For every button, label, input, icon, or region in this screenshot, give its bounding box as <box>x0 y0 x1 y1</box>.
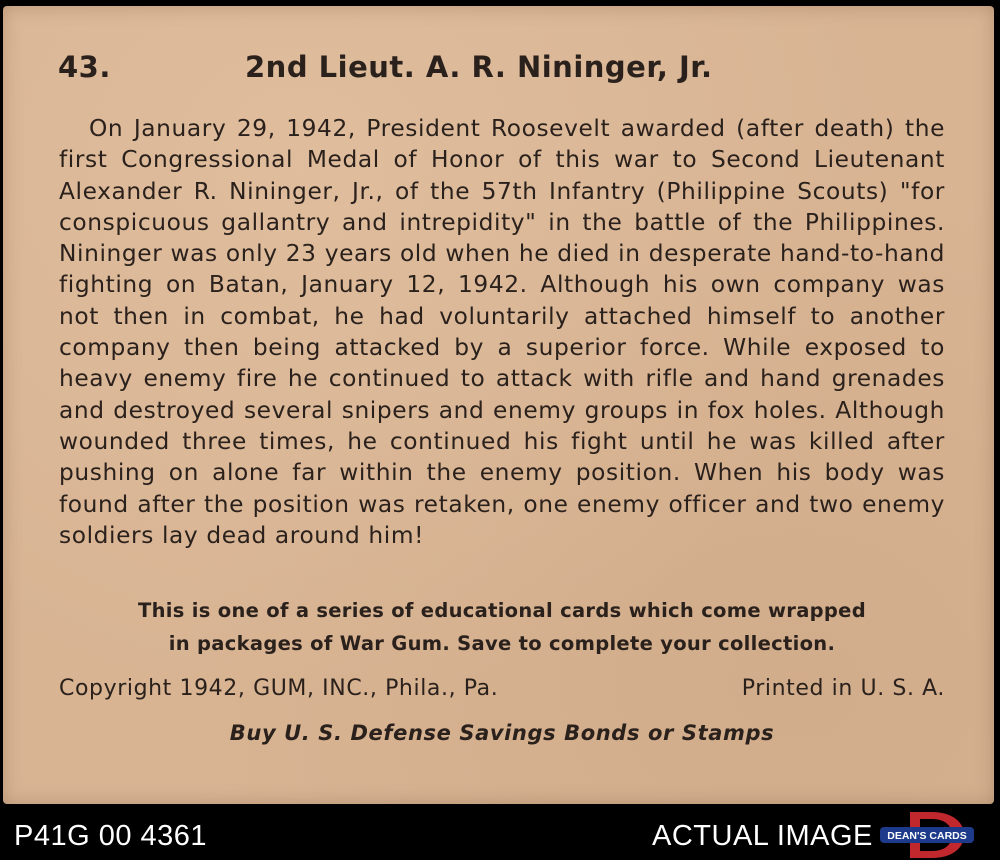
card-title: 2nd Lieut. A. R. Nininger, Jr. <box>245 50 713 84</box>
card-body-text-block <box>59 113 945 551</box>
deans-cards-logo-icon <box>880 810 974 860</box>
footer-bar <box>0 806 1000 860</box>
item-code: P41G 00 4361 <box>14 820 208 852</box>
card-header <box>58 50 948 96</box>
card-body-paragraph: On January 29, 1942, President Roosevelt awarded (after death) the first Congressional Medal of Honor of this war to Second Lieutenant Alexander R. Nininger, Jr., of the 57th Infantry (Philippine Scouts) "for conspicuous gallantry and intrepidity" in the battle of the Philippines. Nininger was only 23 years old when he died in desperate hand-to-hand fighting on Batan, January 12, 1942. Although his own company was not then in combat, he had voluntarily attached himself to another company then being attacked by a superior force. While exposed to heavy enemy fire he continued to attack with rifle and hand grenades and destroyed several snipers and enemy groups in fox holes. Although wounded three times, he continued his fight until he was killed after pushing on alone far within the enemy position. When his body was found after the position was retaken, one enemy officer and two enemy soldiers lay dead around him! <box>59 115 945 549</box>
printed-in-text: Printed in U. S. A. <box>741 676 945 701</box>
defense-bonds-slogan: Buy U. S. Defense Savings Bonds or Stamps <box>229 721 775 745</box>
copyright-text: Copyright 1942, GUM, INC., Phila., Pa. <box>59 676 499 701</box>
series-note-line-2: in packages of War Gum. Save to complete your collection. <box>168 632 836 655</box>
card-number: 43. <box>58 50 111 84</box>
series-note-line-1: This is one of a series of educational cards which come wrapped <box>138 599 866 622</box>
series-note <box>59 594 945 660</box>
trading-card-back <box>3 6 994 804</box>
actual-image-label: ACTUAL IMAGE <box>652 820 873 852</box>
logo-text: DEAN'S CARDS <box>887 830 967 842</box>
